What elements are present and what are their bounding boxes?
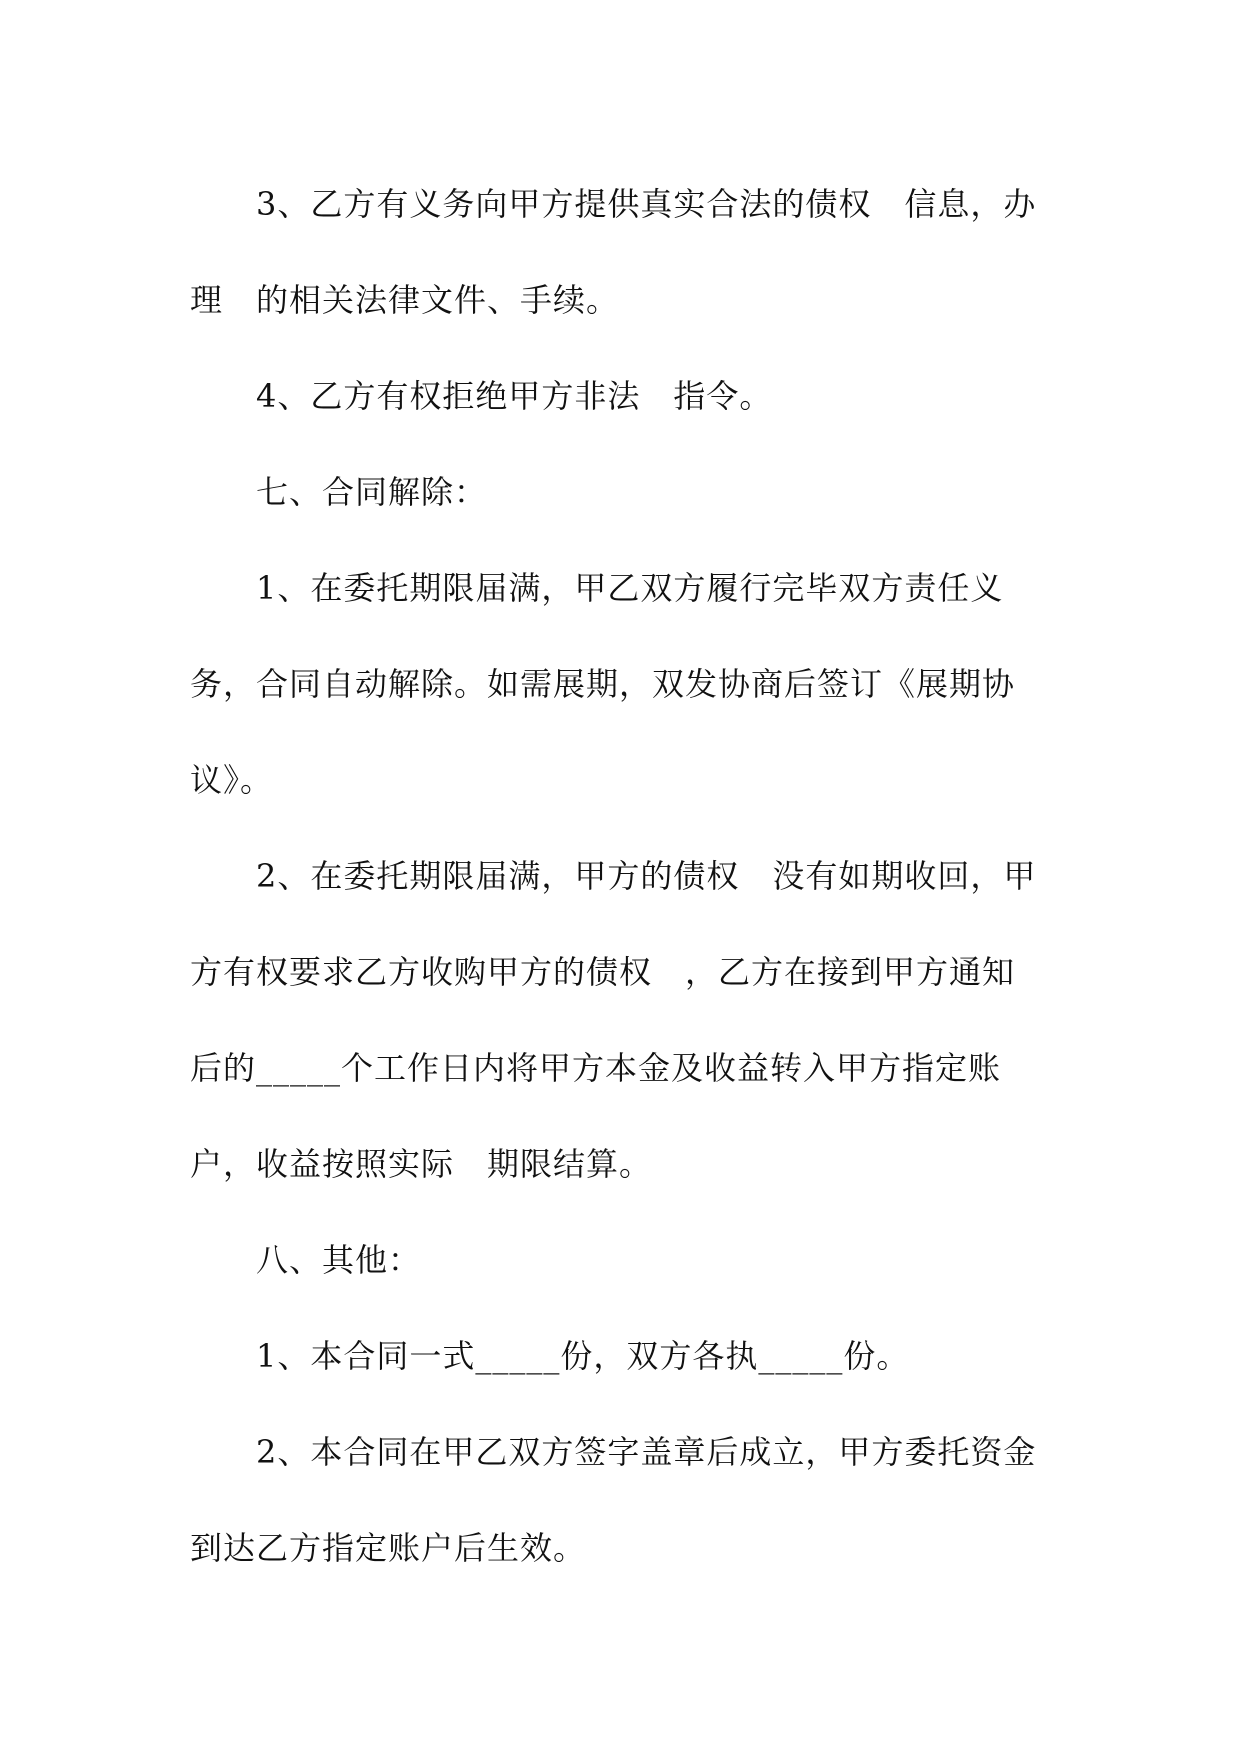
clause-6-3-line-1: 3、乙方有义务向甲方提供真实合法的债权 信息，办	[256, 185, 1037, 223]
clause-7-1-line-3: 议》。	[190, 761, 274, 799]
clause-8-1: 1、本合同一式_____份，双方各执_____份。	[256, 1337, 910, 1375]
clause-7-2-line-3: 后的_____个工作日内将甲方本金及收益转入甲方指定账	[190, 1049, 1002, 1087]
clause-6-4: 4、乙方有权拒绝甲方非法 指令。	[256, 377, 773, 415]
clause-6-3-line-2: 理 的相关法律文件、手续。	[190, 281, 620, 319]
clause-7-1-line-1: 1、在委托期限届满，甲乙双方履行完毕双方责任义	[256, 569, 1004, 607]
clause-7-1-line-2: 务，合同自动解除。如需展期，双发协商后签订《展期协	[190, 665, 1016, 703]
clause-7-2-line-2: 方有权要求乙方收购甲方的债权 ，乙方在接到甲方通知	[190, 953, 1016, 991]
clause-8-2-line-2: 到达乙方指定账户后生效。	[190, 1529, 587, 1567]
clause-8-2-line-1: 2、本合同在甲乙双方签字盖章后成立，甲方委托资金	[256, 1433, 1037, 1471]
clause-7-2-line-4: 户，收益按照实际 期限结算。	[190, 1145, 653, 1183]
section-8-heading: 八、其他：	[256, 1241, 422, 1279]
section-7-heading: 七、合同解除：	[256, 473, 488, 511]
clause-7-2-line-1: 2、在委托期限届满，甲方的债权 没有如期收回，甲	[256, 857, 1037, 895]
